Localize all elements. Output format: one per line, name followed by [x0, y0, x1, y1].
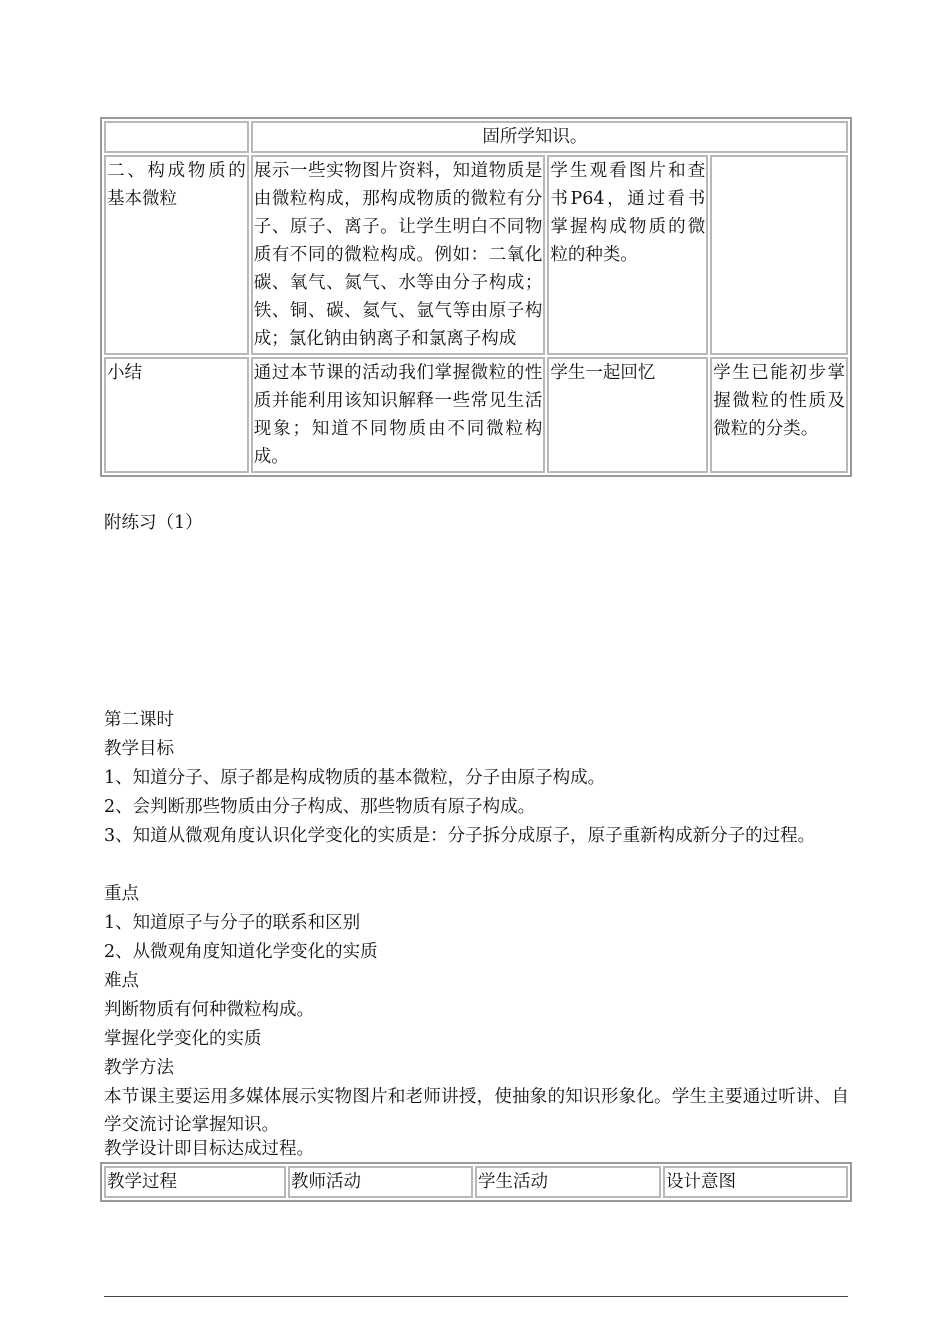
table-row — [104, 357, 848, 473]
table-cell: 展示一些实物图片资料，知道物质是由微粒构成，那构成物质的微粒有分子、原子、离子。让学生明白不同物质有不同的微粒构成。例如：二氧化碳、氧气、氮气、水等由分子构成；铁、铜、碳、氦气、氩气等由原子构成；氯化钠由钠离子和氯离子构成 — [251, 155, 546, 355]
table-cell: 学生一起回忆 — [547, 357, 708, 473]
table-cell: 小结 — [104, 357, 249, 473]
appendix-note: 附练习（1） — [104, 513, 203, 533]
section-heading-difficulty: 难点 — [104, 971, 139, 991]
table-cell — [104, 121, 249, 153]
design-intro: 教学设计即目标达成过程。 — [104, 1139, 314, 1159]
table-row — [104, 121, 848, 153]
difficulty-item: 判断物质有何种微粒构成。 — [104, 1000, 314, 1020]
footer-rule — [104, 1296, 848, 1297]
table-cell: 固所学知识。 — [251, 121, 848, 153]
key-point: 1、知道原子与分子的联系和区别 — [104, 913, 361, 933]
difficulty-item: 掌握化学变化的实质 — [104, 1029, 262, 1049]
table-cell: 学生已能初步掌握微粒的性质及微粒的分类。 — [710, 357, 848, 473]
goal-item: 1、知道分子、原子都是构成物质的基本微粒，分子由原子构成。 — [104, 768, 606, 788]
section-heading-method: 教学方法 — [104, 1058, 174, 1078]
goal-item: 3、知道从微观角度认识化学变化的实质是：分子拆分成原子，原子重新构成新分子的过程。 — [104, 826, 816, 846]
table-row — [104, 155, 848, 355]
key-point: 2、从微观角度知道化学变化的实质 — [104, 942, 378, 962]
lesson-table — [100, 117, 852, 477]
table-cell: 学生观看图片和查书P64，通过看书掌握构成物质的微粒的种类。 — [547, 155, 708, 355]
table-header-row — [104, 1166, 848, 1198]
section-heading-goals: 教学目标 — [104, 739, 174, 759]
table-cell: 二、构成物质的基本微粒 — [104, 155, 249, 355]
method-text: 本节课主要运用多媒体展示实物图片和老师讲授，使抽象的知识形象化。学生主要通过听讲、自学交流讨论掌握知识。 — [104, 1087, 849, 1135]
table-cell: 通过本节课的活动我们掌握微粒的性质并能利用该知识解释一些常见生活现象；知道不同物质由不同微粒构成。 — [251, 357, 546, 473]
column-header: 设计意图 — [663, 1166, 848, 1198]
table-cell — [710, 155, 848, 355]
column-header: 教学过程 — [104, 1166, 286, 1198]
lesson-title: 第二课时 — [104, 710, 174, 730]
column-header: 学生活动 — [475, 1166, 661, 1198]
goal-item: 2、会判断那些物质由分子构成、那些物质有原子构成。 — [104, 797, 536, 817]
column-header: 教师活动 — [288, 1166, 473, 1198]
design-table — [100, 1162, 852, 1202]
section-heading-key: 重点 — [104, 884, 139, 904]
